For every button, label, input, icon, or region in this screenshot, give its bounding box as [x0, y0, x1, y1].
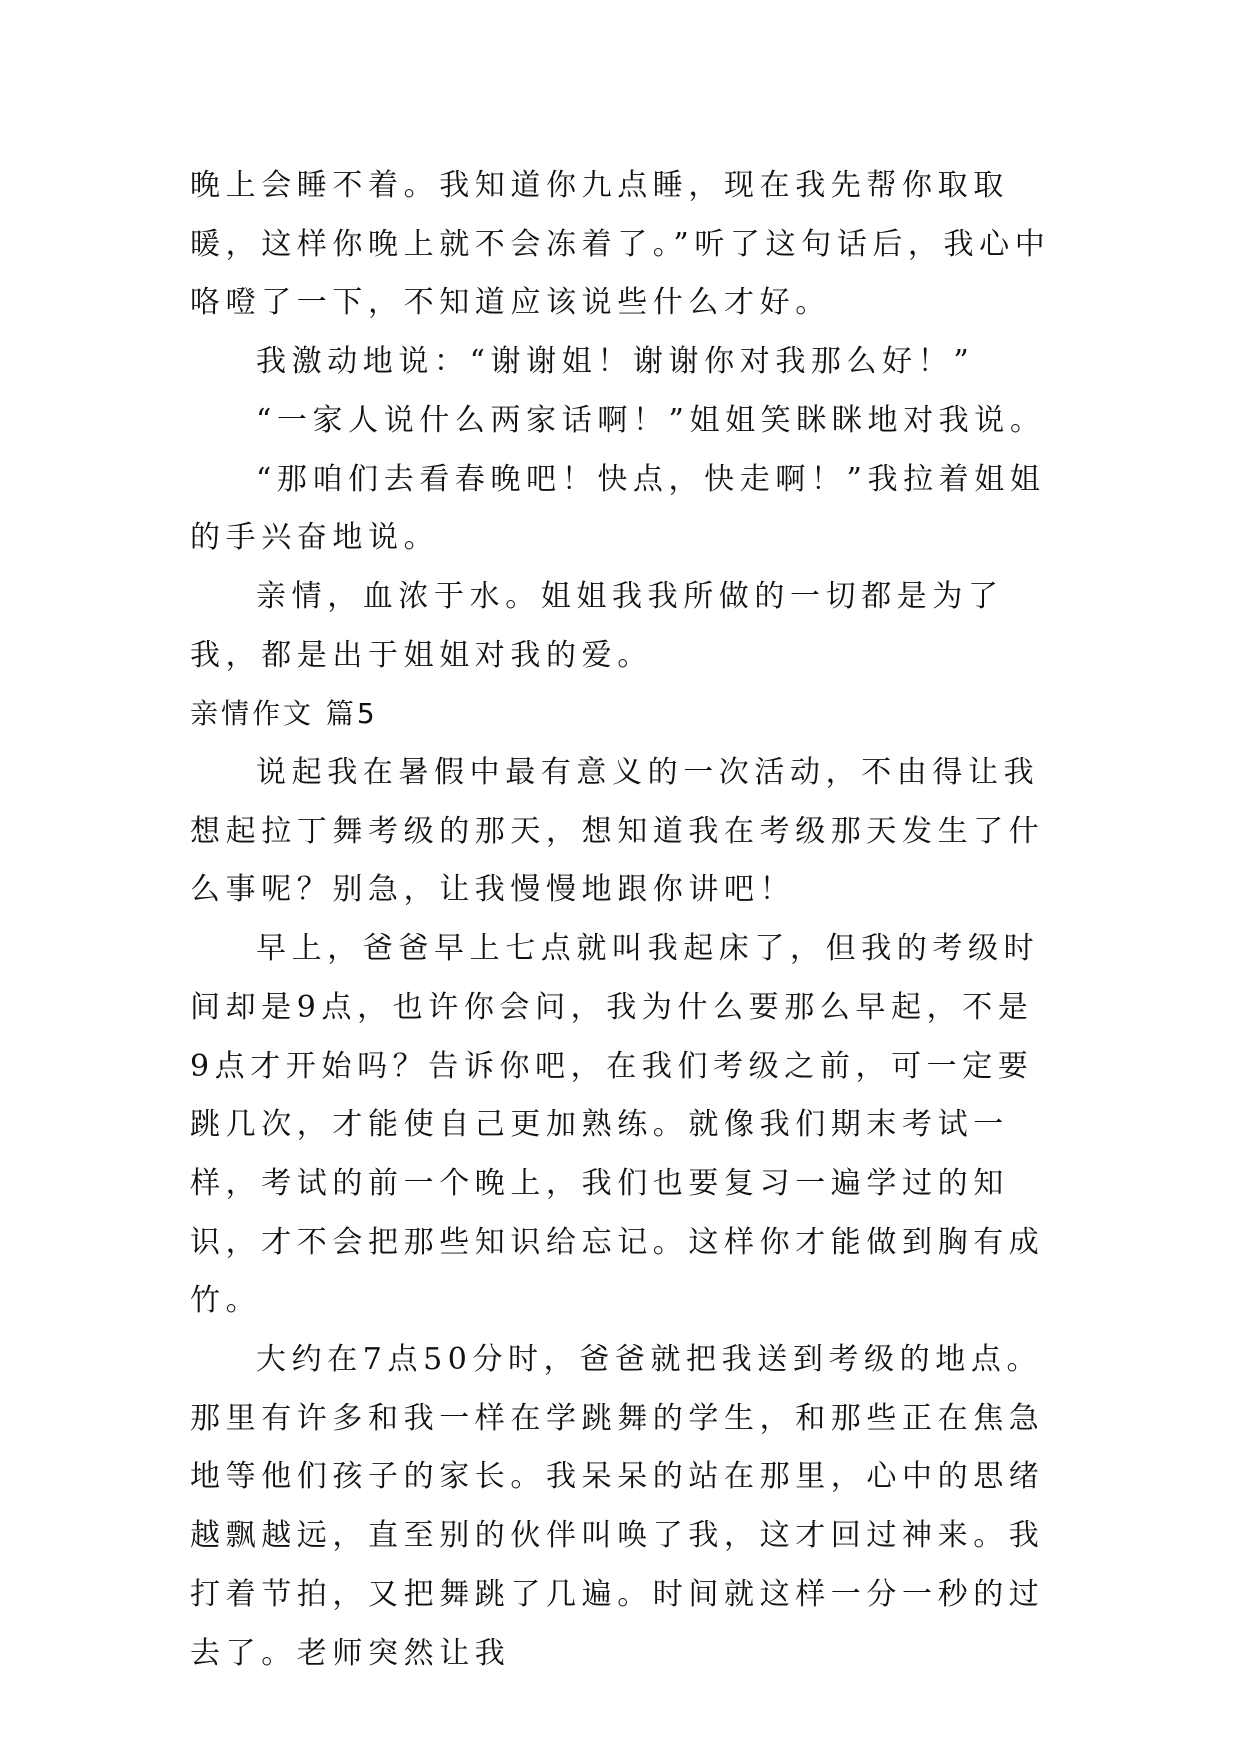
paragraph: 我激动地说：“谢谢姐！谢谢你对我那么好！” — [256, 344, 975, 380]
paragraph: 说起我在暑假中最有意义的一次活动，不由得让我想起拉丁舞考级的那天，想知道我在考级那天发生了什么事呢？别急，让我慢慢地跟你讲吧！ — [190, 755, 1045, 908]
paragraph: 早上，爸爸早上七点就叫我起床了，但我的考级时间却是9点，也许你会问，我为什么要那么早起，不是9点才开始吗？告诉你吧，在我们考级之前，可一定要跳几次，才能使自己更加熟练。就像我们期末考试一样，考试的前一个晚上，我们也要复习一遍学过的知识，才不会把那些知识给忘记。这样你才能做到胸有成竹。 — [190, 931, 1045, 1319]
paragraph: 晚上会睡不着。我知道你九点睡，现在我先帮你取取暖，这样你晚上就不会冻着了。”听了这句话后，我心中咯噔了一下，不知道应该说些什么才好。 — [190, 168, 1051, 321]
paragraph: “一家人说什么两家话啊！”姐姐笑眯眯地对我说。 — [256, 402, 1046, 438]
document-page — [190, 157, 1052, 1683]
paragraph: 大约在7点50分时，爸爸就把我送到考级的地点。那里有许多和我一样在学跳舞的学生，和那些正在焦急地等他们孩子的家长。我呆呆的站在那里，心中的思绪越飘越远，直至别的伙伴叫唤了我，这才回过神来。我打着节拍，又把舞跳了几遍。时间就这样一分一秒的过去了。老师突然让我 — [190, 1342, 1045, 1671]
paragraph: “那咱们去看春晚吧！快点，快走啊！”我拉着姐姐的手兴奋地说。 — [190, 461, 1046, 556]
section-heading: 亲情作文 篇5 — [190, 697, 378, 731]
paragraph: 亲情，血浓于水。姐姐我我所做的一切都是为了我，都是出于姐姐对我的爱。 — [190, 578, 1004, 673]
